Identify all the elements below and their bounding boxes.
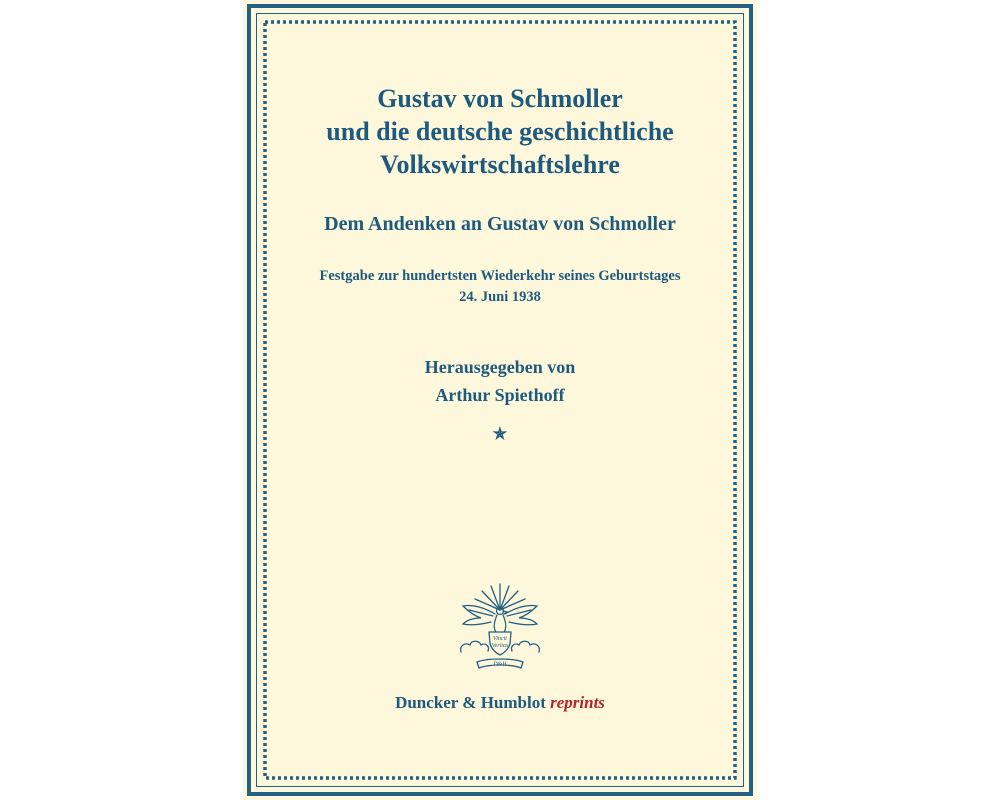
festgabe-line-1: Festgabe zur hundertsten Wiederkehr seines Geburtstages [319, 268, 681, 284]
logo-motto-1: Vincit [493, 636, 507, 642]
star-ornament-icon: ✯ [493, 426, 507, 443]
title-line-3: Volkswirtschaftslehre [380, 150, 620, 179]
logo-motto-2: Veritas [491, 643, 509, 649]
book-subtitle: Dem Andenken an Gustav von Schmoller [324, 213, 676, 235]
title-line-2: und die deutsche geschichtliche [326, 117, 674, 146]
title-line-1: Gustav von Schmoller [377, 84, 623, 113]
publisher-imprint: reprints [550, 693, 605, 712]
logo-initials: D&H [493, 661, 507, 668]
book-title [243, 82, 757, 181]
editor-block [243, 353, 757, 409]
eagle-publisher-mark-icon [455, 580, 545, 672]
editor-name: Arthur Spiethoff [435, 385, 565, 405]
festgabe-date: 24. Juni 1938 [459, 289, 541, 305]
publisher-line [243, 692, 757, 714]
book-cover [243, 0, 757, 800]
editor-label: Herausgegeben von [424, 357, 576, 377]
festgabe-note [243, 266, 757, 308]
publisher-name: Duncker & Humblot [395, 693, 546, 712]
